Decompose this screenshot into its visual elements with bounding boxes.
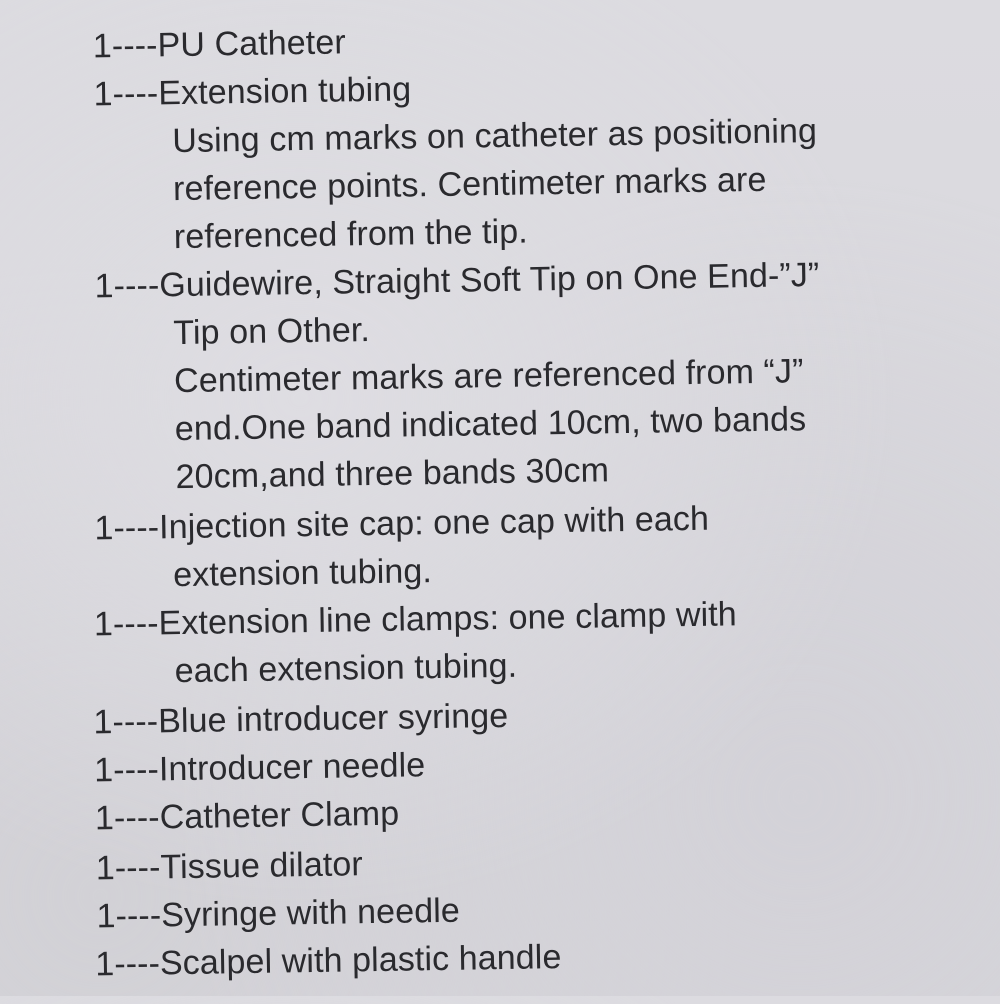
list-item bbox=[93, 696, 508, 743]
item-quantity: 1---- bbox=[94, 508, 160, 548]
list-item bbox=[95, 844, 363, 888]
item-quantity: 1---- bbox=[94, 266, 160, 306]
item-note: end.One band indicated 10cm, two bands bbox=[174, 400, 807, 449]
item-quantity: 1---- bbox=[92, 26, 158, 66]
item-note: Tip on Other. bbox=[173, 311, 371, 353]
list-item bbox=[94, 255, 819, 306]
item-note: referenced from the tip. bbox=[173, 212, 529, 257]
list-item bbox=[95, 794, 400, 839]
item-quantity: 1---- bbox=[96, 896, 162, 936]
item-label: Scalpel with plastic handle bbox=[159, 938, 562, 983]
list-item bbox=[94, 745, 426, 790]
item-note: 20cm,and three bands 30cm bbox=[175, 451, 610, 497]
item-label: Extension line clamps: one clamp with bbox=[158, 595, 738, 643]
item-quantity: 1---- bbox=[93, 74, 159, 114]
item-note: Centimeter marks are referenced from “J” bbox=[173, 352, 804, 401]
item-label: Syringe with needle bbox=[160, 891, 461, 935]
item-quantity: 1---- bbox=[94, 798, 160, 838]
list-item bbox=[94, 499, 709, 549]
item-label: Blue introducer syringe bbox=[157, 696, 509, 741]
list-item bbox=[93, 22, 346, 66]
item-label: Catheter Clamp bbox=[159, 794, 400, 837]
list-item bbox=[93, 69, 411, 114]
item-quantity: 1---- bbox=[93, 750, 160, 790]
item-note: reference points. Centimeter marks are bbox=[172, 160, 767, 209]
list-item bbox=[94, 594, 737, 644]
item-note: Using cm marks on catheter as positioning bbox=[172, 111, 818, 161]
list-item bbox=[96, 891, 460, 937]
item-quantity: 1---- bbox=[94, 944, 161, 984]
item-label: Introducer needle bbox=[158, 746, 426, 789]
item-label: Extension tubing bbox=[158, 70, 412, 113]
item-label: PU Catheter bbox=[157, 23, 347, 65]
item-quantity: 1---- bbox=[93, 702, 159, 742]
item-quantity: 1---- bbox=[93, 604, 159, 644]
item-label: Tissue dilator bbox=[160, 845, 364, 887]
item-quantity: 1---- bbox=[95, 848, 161, 888]
item-label: Injection site cap: one cap with each bbox=[158, 499, 710, 547]
list-item bbox=[95, 937, 562, 984]
item-note: each extension tubing. bbox=[174, 646, 518, 691]
item-label: Guidewire, Straight Soft Tip on One End-”J” bbox=[159, 255, 820, 305]
item-note: extension tubing. bbox=[172, 552, 433, 595]
